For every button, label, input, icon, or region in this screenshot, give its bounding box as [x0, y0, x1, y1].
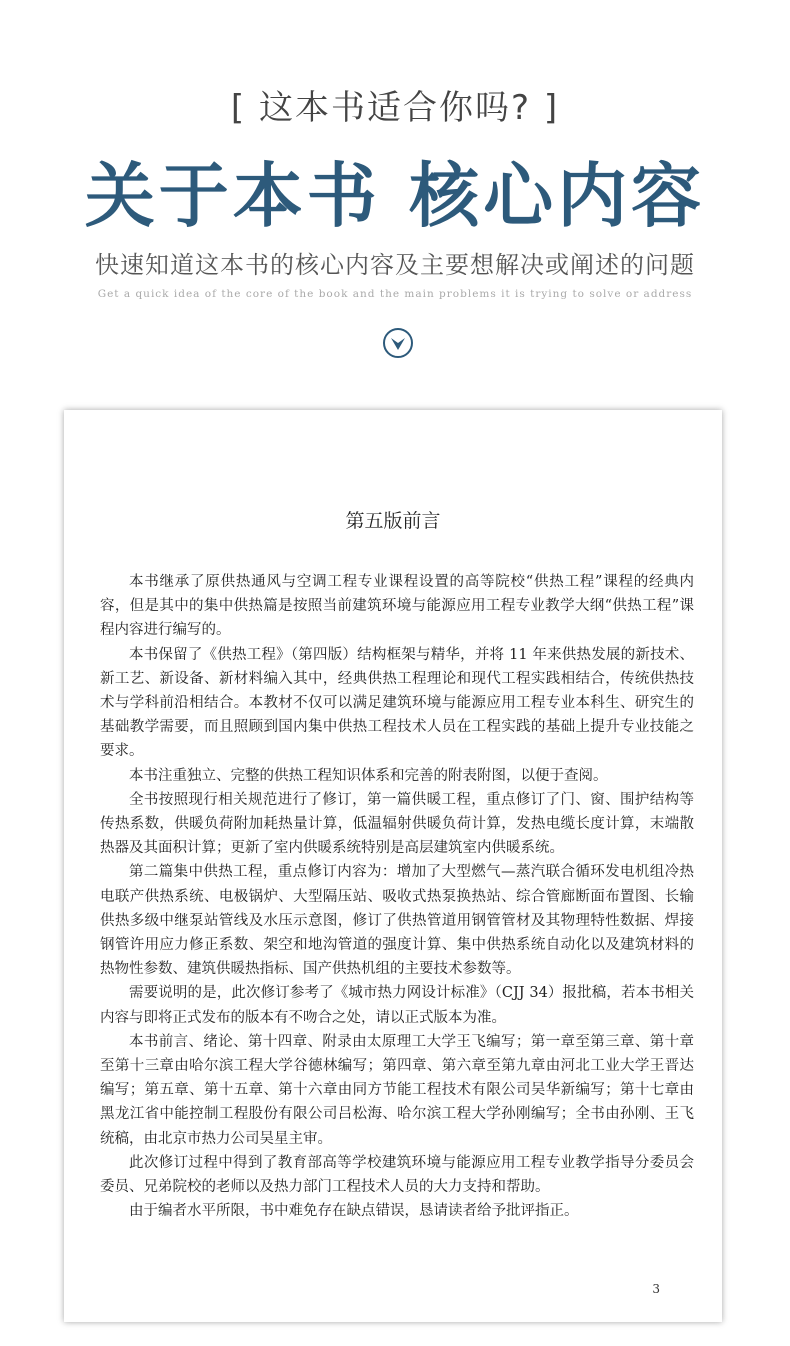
page-number: 3 — [652, 1282, 660, 1296]
paragraph: 本书注重独立、完整的供热工程知识体系和完善的附表附图，以便于查阅。 — [129, 767, 608, 784]
page-title: 第五版前言 — [345, 510, 441, 532]
headline: 关于本书 核心内容 — [84, 154, 706, 237]
tagline: [ 这本书适合你吗? ] — [230, 88, 560, 128]
paragraph: 需要说明的是，此次修订参考了《城市热力网设计标准》（CJJ 34）报批稿，若本书相关内容与即将正式发布的版本有不吻合之处，请以正式版本为准。 — [100, 985, 694, 1026]
paragraph: 此次修订过程中得到了教育部高等学校建筑环境与能源应用工程专业教学指导分委员会委员、兄弟院校的老师以及热力部门工程技术人员的大力支持和帮助。 — [100, 1154, 694, 1196]
subtitle: 快速知道这本书的核心内容及主要想解决或阐述的问题 — [95, 251, 695, 279]
paragraph: 第二篇集中供热工程，重点修订内容为：增加了大型燃气—蒸汽联合循环发电机组冷热电联产供热系统、电极锅炉、大型隔压站、吸收式热泵换热站、综合管廊断面布置图、长输供热多级中继泵站管线及水压示意图，修订了供热管道用钢管管材及其物理特性数据、焊接钢管许用应力修正系数、架空和地沟管道的强度计算、集中供热系统自动化以及建筑材料的热物性参数、建筑供暖热指标、国产供热机组的主要技术参数等。 — [100, 864, 694, 978]
book-page — [64, 410, 722, 1322]
paragraph: 本书保留了《供热工程》（第四版）结构框架与精华，并将 11 年来供热发展的新技术、新工艺、新设备、新材料编入其中，经典供热工程理论和现代工程实践相结合，传统供热技术与学科前沿相结合。本教材不仅可以满足建筑环境与能源应用工程专业本科生、研究生的基础教学需要，而且照顾到国内集中供热工程技术人员在工程实践的基础上提升专业技能之要求。 — [100, 646, 694, 760]
subtitle-english: Get a quick idea of the core of the book and the main problems it is trying to solve or address — [97, 288, 693, 300]
paragraph: 本书前言、绪论、第十四章、附录由太原理工大学王飞编写；第一章至第三章、第十章至第十三章由哈尔滨工程大学谷德林编写；第四章、第六章至第九章由河北工业大学王晋达编写；第五章、第十五章、第十六章由同方节能工程技术有限公司吴华新编写；第十七章由黑龙江省中能控制工程股份有限公司吕松海、哈尔滨工程大学孙刚编写；全书由孙刚、王飞统稿，由北京市热力公司吴星主审。 — [100, 1033, 694, 1147]
chevron-down-circle-icon — [383, 328, 413, 358]
paragraph: 全书按照现行相关规范进行了修订，第一篇供暖工程，重点修订了门、窗、围护结构等传热系数，供暖负荷附加耗热量计算，低温辐射供暖负荷计算，发热电缆长度计算，末端散热器及其面积计算；更新了室内供暖系统特别是高层建筑室内供暖系统。 — [100, 791, 694, 857]
page-body — [100, 570, 694, 1223]
paragraph: 本书继承了原供热通风与空调工程专业课程设置的高等院校“供热工程”课程的经典内容，但是其中的集中供热篇是按照当前建筑环境与能源应用工程专业教学大纲“供热工程”课程内容进行编写的。 — [100, 574, 694, 639]
paragraph: 由于编者水平所限，书中难免存在缺点错误，恳请读者给予批评指正。 — [129, 1203, 579, 1220]
